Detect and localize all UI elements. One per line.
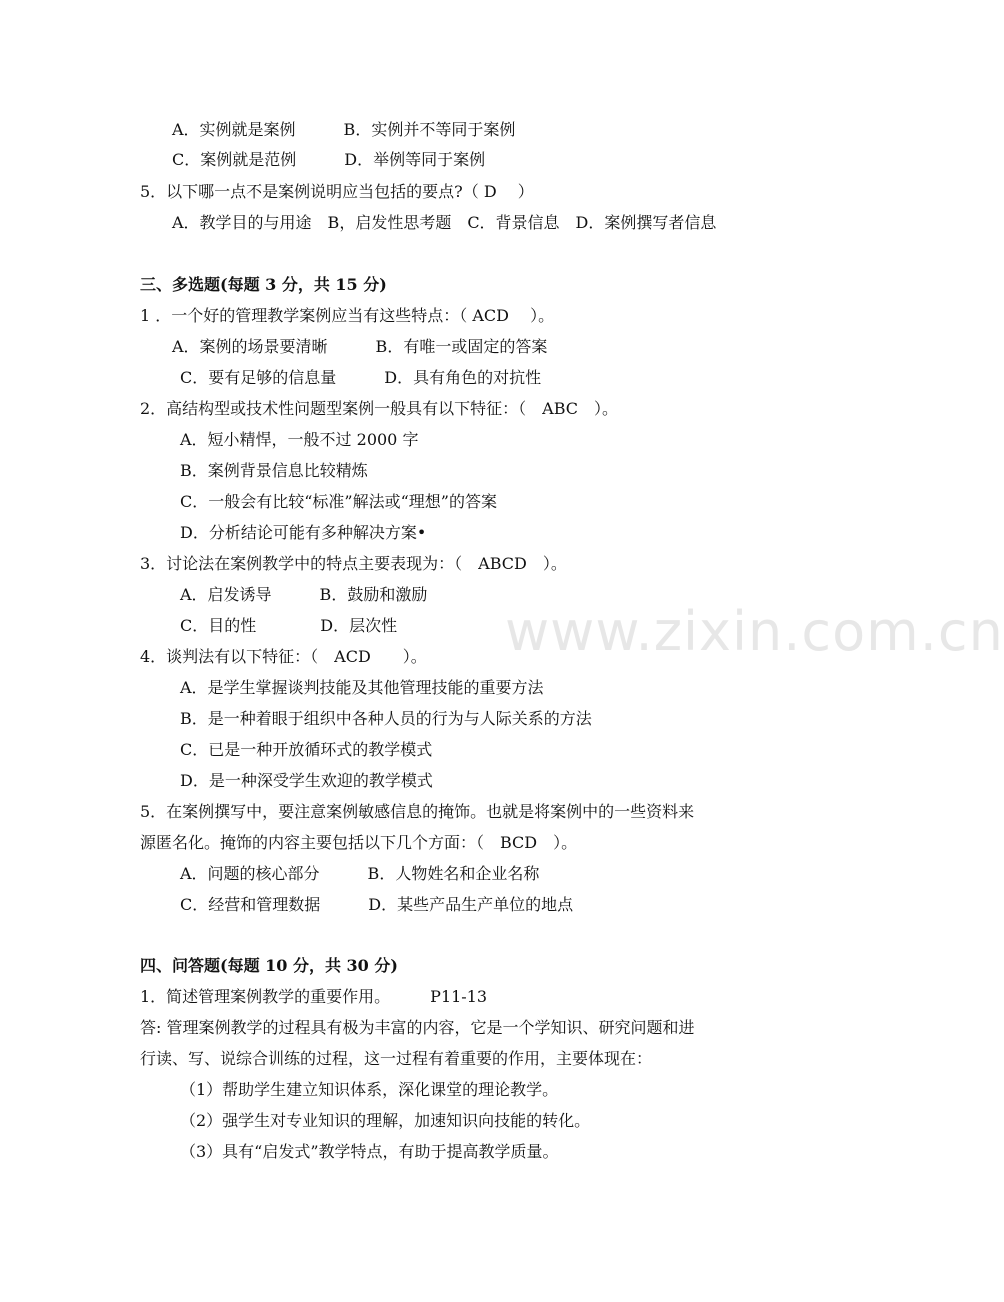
mc-q4-option-b: B．是一种着眼于组织中各种人员的行为与人际关系的方法: [180, 709, 592, 728]
essay-point-3: （3）具有“启发式”教学特点，有助于提高教学质量。: [180, 1142, 559, 1161]
mc-q3-options-ab: A．启发诱导 B．鼓励和激励: [180, 585, 428, 604]
watermark: www.zixin.com.cn: [505, 600, 1004, 663]
mc-q4-option-d: D．是一种深受学生欢迎的教学模式: [180, 771, 433, 790]
mc-q2: 2．高结构型或技术性问题型案例一般具有以下特征：（ ABC ）。: [140, 399, 619, 418]
essay-q1: 1．简述管理案例教学的重要作用。 P11-13: [140, 987, 488, 1006]
mc-q2-option-c: C．一般会有比较“标准”解法或“理想”的答案: [180, 492, 497, 511]
mc-q5-line2: 源匿名化。掩饰的内容主要包括以下几个方面：（ BCD ）。: [140, 833, 578, 852]
mc-q3-options-cd: C．目的性 D．层次性: [180, 616, 398, 635]
q5-options: A．教学目的与用途 B，启发性思考题 C．背景信息 D．案例撰写者信息: [172, 213, 717, 232]
mc-q4: 4．谈判法有以下特征：（ ACD ）。: [140, 647, 427, 666]
essay-answer-line1: 答: 管理案例教学的过程具有极为丰富的内容，它是一个学知识、研究问题和进: [140, 1018, 695, 1037]
q4-options-ab: A．实例就是案例 B．实例并不等同于案例: [172, 120, 516, 139]
mc-q5-line1: 5．在案例撰写中，要注意案例敏感信息的掩饰。也就是将案例中的一些资料来: [140, 802, 695, 821]
q5-question: 5．以下哪一点不是案例说明应当包括的要点?（ D ）: [140, 182, 534, 201]
mc-q5-options-cd: C．经营和管理数据 D．某些产品生产单位的地点: [180, 895, 574, 914]
section-heading-multiple-choice: 三、多选题(每题 3 分，共 15 分): [140, 275, 387, 294]
mc-q5-options-ab: A．问题的核心部分 B．人物姓名和企业名称: [180, 864, 540, 883]
section-heading-essay: 四、问答题(每题 10 分，共 30 分): [140, 956, 398, 975]
essay-point-1: （1）帮助学生建立知识体系，深化课堂的理论教学。: [180, 1080, 559, 1099]
mc-q2-option-a: A．短小精悍，一般不过 2000 字: [180, 430, 419, 449]
q4-options-cd: C．案例就是范例 D．举例等同于案例: [172, 150, 486, 169]
mc-q1-options-ab: A．案例的场景要清晰 B．有唯一或固定的答案: [172, 337, 548, 356]
essay-answer-line2: 行读、写、说综合训练的过程，这一过程有着重要的作用，主要体现在：: [140, 1049, 653, 1068]
mc-q1: 1 ．一个好的管理教学案例应当有这些特点：（ ACD ）。: [140, 306, 555, 325]
mc-q2-option-b: B．案例背景信息比较精炼: [180, 461, 368, 480]
mc-q4-option-a: A．是学生掌握谈判技能及其他管理技能的重要方法: [180, 678, 544, 697]
mc-q2-option-d: D．分析结论可能有多种解决方案•: [180, 523, 427, 542]
essay-point-2: （2）强学生对专业知识的理解，加速知识向技能的转化。: [180, 1111, 591, 1130]
mc-q3: 3．讨论法在案例教学中的特点主要表现为：（ ABCD ）。: [140, 554, 567, 573]
mc-q4-option-c: C．已是一种开放循环式的教学模式: [180, 740, 433, 759]
mc-q1-options-cd: C．要有足够的信息量 D．具有角色的对抗性: [180, 368, 542, 387]
